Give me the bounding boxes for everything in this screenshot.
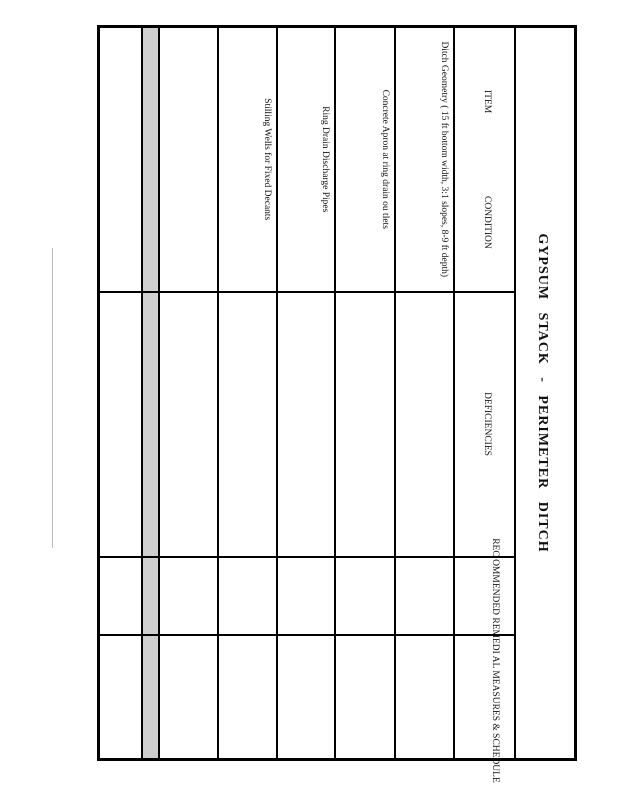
row-5-item <box>159 27 217 292</box>
header-deficiencies: DEFICIENCIES <box>481 392 492 456</box>
header-item-condition <box>454 27 515 292</box>
row-2-schedule <box>335 635 394 760</box>
row-6-deficiencies <box>99 292 143 557</box>
row-4-item <box>218 27 277 292</box>
rotated-document <box>97 25 577 783</box>
row-4-deficiencies <box>218 292 277 557</box>
row-1-schedule <box>395 635 454 760</box>
header-recommended: REC OMMENDED REMEDI AL MEASURES & SCHEDULE <box>489 538 500 783</box>
row-5-schedule <box>159 635 217 760</box>
document-title: GYPSUM STACK - PERIMETER DITCH <box>535 233 551 553</box>
row-3-deficiencies <box>277 292 335 557</box>
header-condition: CONDITION <box>481 196 492 249</box>
header-deficiencies-cell <box>454 292 515 557</box>
row-1-item-text: Ditch Geometry ( 15 ft bottom width, 3:1 slopes, 8-9 ft depth) <box>439 41 450 278</box>
row-1-item <box>395 27 454 292</box>
row-3-schedule <box>277 635 335 760</box>
separator-bar-3 <box>142 557 159 635</box>
row-2-recommended <box>335 557 394 635</box>
row-6-item <box>99 27 143 292</box>
row-5-recommended <box>159 557 217 635</box>
header-item: ITEM <box>481 90 492 114</box>
inspection-table <box>97 25 577 783</box>
row-3-item-text: Ring Drain Discharge Pipes <box>320 106 331 213</box>
separator-bar-4 <box>142 635 159 760</box>
row-6-schedule <box>99 635 143 760</box>
row-2-item-text: Concrete Apron at ring drain ou tlets <box>379 89 390 229</box>
row-3-recommended <box>277 557 335 635</box>
title-row <box>515 27 576 760</box>
row-6-recommended <box>99 557 143 635</box>
inspection-sheet <box>97 25 577 783</box>
header-empty-cell <box>454 635 515 760</box>
header-recommended-cell <box>454 538 515 783</box>
row-1-deficiencies <box>395 292 454 557</box>
separator-bar-1 <box>142 27 159 292</box>
separator-bar-2 <box>142 292 159 557</box>
row-1-recommended <box>395 557 454 635</box>
row-2-deficiencies <box>335 292 394 557</box>
row-4-schedule <box>218 635 277 760</box>
row-4-item-text: Stilling Wells for Fixed Decants <box>262 98 273 221</box>
scan-artifact-line <box>52 248 53 548</box>
row-4-recommended <box>218 557 277 635</box>
row-3-item <box>277 27 335 292</box>
row-2-item <box>335 27 394 292</box>
row-5-deficiencies <box>159 292 217 557</box>
